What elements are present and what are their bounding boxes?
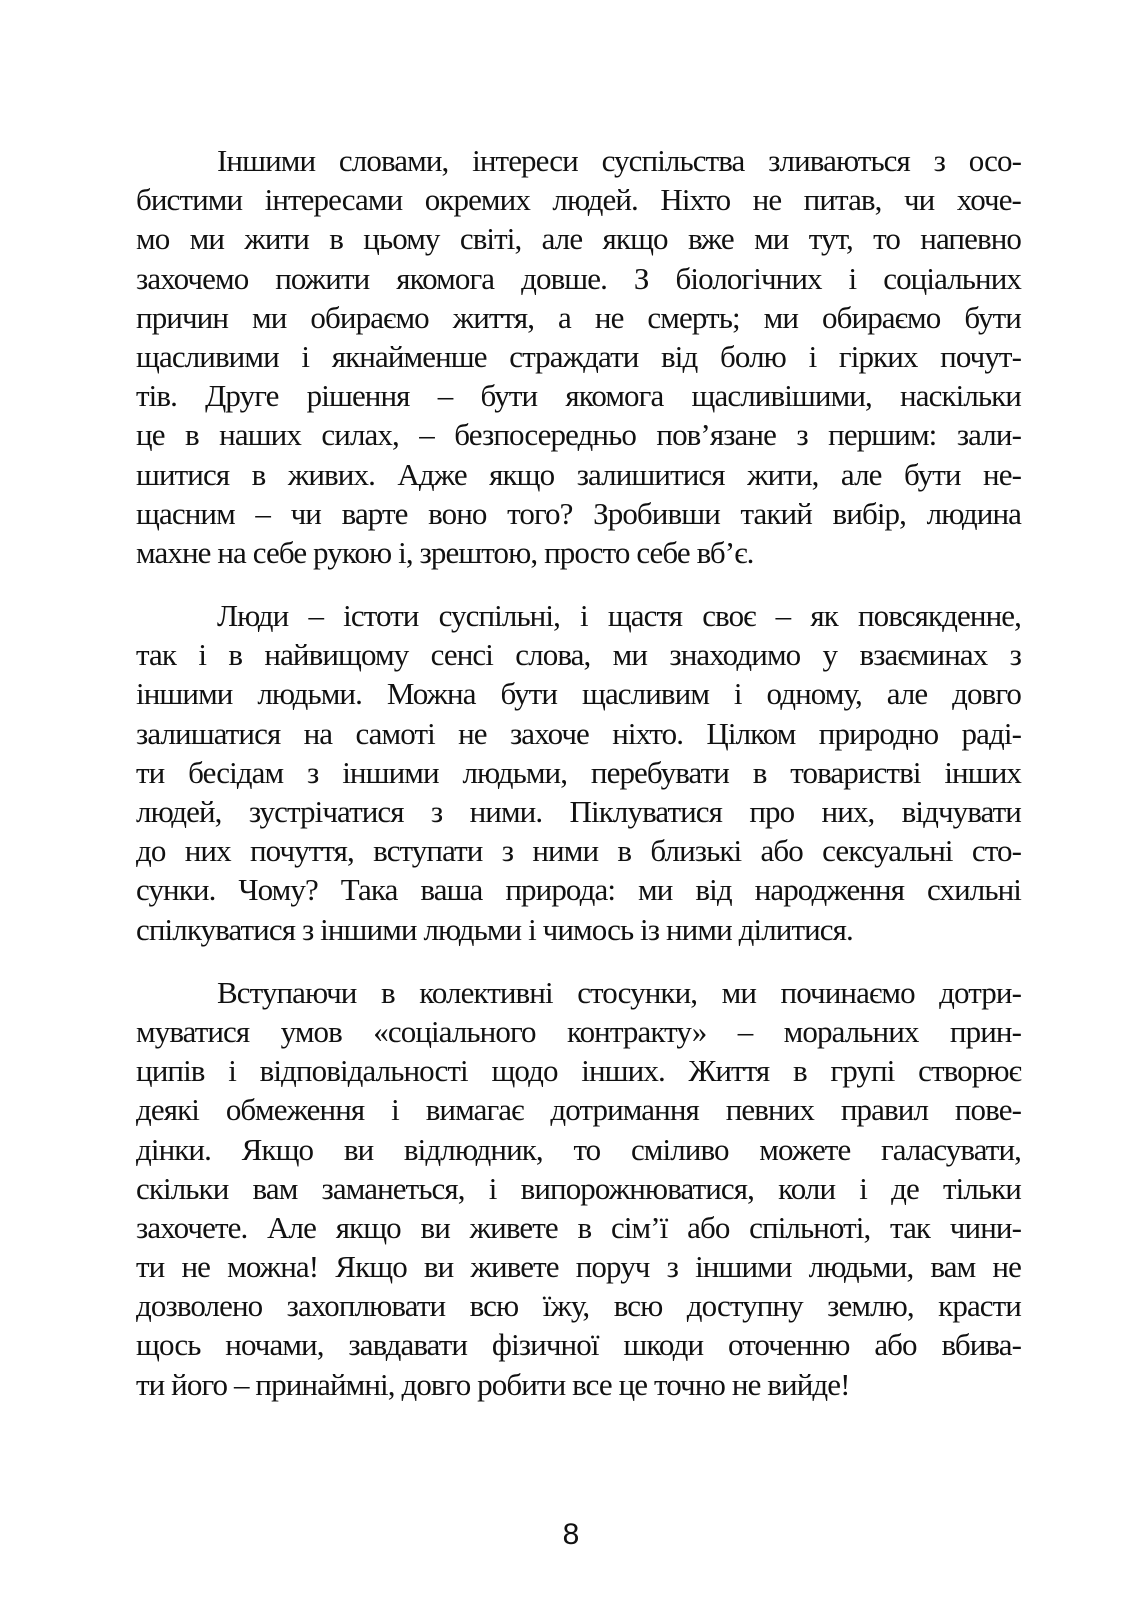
text-line: махне на себе рукою і, зрештою, просто себе вб’є. <box>136 534 754 570</box>
text-line: щасним – чи варте воно того? Зробивши такий вибір, людина <box>136 495 1021 531</box>
text-line: деякі обмеження і вимагає дотримання певних правил пове- <box>136 1092 1021 1128</box>
text-line: це в наших силах, – безпосередньо пов’язане з першим: зали- <box>136 417 1021 453</box>
text-line: до них почуття, вступати з ними в близькі або сексуальні сто- <box>136 833 1021 869</box>
text-line: залишатися на самоті не захоче ніхто. Цілком природно раді- <box>136 715 1021 751</box>
text-line: захочете. Але якщо ви живете в сім’ї або спільноті, так чини- <box>136 1209 1021 1245</box>
text-line: бистими інтересами окремих людей. Ніхто не питав, чи хоче- <box>136 182 1021 218</box>
text-line: скільки вам заманеться, і випорожнюватися, коли і де тільки <box>136 1170 1021 1206</box>
paragraph-1 <box>136 141 1021 572</box>
text-line: дозволено захоплювати всю їжу, всю доступну землю, красти <box>136 1288 1021 1324</box>
text-line: причин ми обираємо життя, а не смерть; ми обираємо бути <box>136 299 1021 335</box>
text-line: людей, зустрічатися з ними. Піклуватися про них, відчувати <box>136 794 1021 829</box>
text-line: ти не можна! Якщо ви живете поруч з іншими людьми, вам не <box>136 1249 1021 1285</box>
text-line: ти його – принаймні, довго робити все це точно не вийде! <box>136 1366 850 1402</box>
text-line: дінки. Якщо ви відлюдник, то сміливо можете галасувати, <box>136 1131 1021 1167</box>
text-line: спілкуватися з іншими людьми і чимось із ними ділитися. <box>136 911 853 947</box>
text-line: ципів і відповідальності щодо інших. Життя в групі створює <box>136 1053 1021 1089</box>
text-line: так і в найвищому сенсі слова, ми знаходимо у взаєминах з <box>136 637 1021 673</box>
text-line: іншими людьми. Можна бути щасливим і одному, але довго <box>136 676 1021 712</box>
text-line: ти бесідам з іншими людьми, перебувати в товаристві інших <box>136 754 1021 790</box>
text-line: Іншими словами, інтереси суспільства зливаються з осо- <box>217 143 1021 178</box>
text-line: Вступаючи в колективні стосунки, ми починаємо дотри- <box>217 974 1021 1010</box>
text-line: мо ми жити в цьому світі, але якщо вже ми тут, то напевно <box>136 221 1021 257</box>
text-line: щось ночами, завдавати фізичної шкоди оточенню або вбива- <box>136 1327 1021 1363</box>
page-number: 8 <box>562 1518 580 1551</box>
text-line: шитися в живих. Адже якщо залишитися жити, але бути не- <box>136 456 1021 492</box>
text-line: захочемо пожити якомога довше. З біологічних і соціальних <box>136 260 1021 296</box>
text-line: щасливими і якнайменше страждати від болю і гірких почут- <box>136 338 1021 374</box>
paragraph-3 <box>136 973 1021 1404</box>
text-line: муватися умов «соціального контракту» – моральних прин- <box>136 1013 1021 1049</box>
text-line: сунки. Чому? Така ваша природа: ми від народження схильні <box>136 872 1021 908</box>
text-line: тів. Друге рішення – бути якомога щасливішими, наскільки <box>136 378 1021 414</box>
text-line: Люди – істоти суспільні, і щастя своє – як повсякденне, <box>217 598 1021 634</box>
body-text <box>136 141 1021 1428</box>
paragraph-2 <box>136 596 1021 949</box>
